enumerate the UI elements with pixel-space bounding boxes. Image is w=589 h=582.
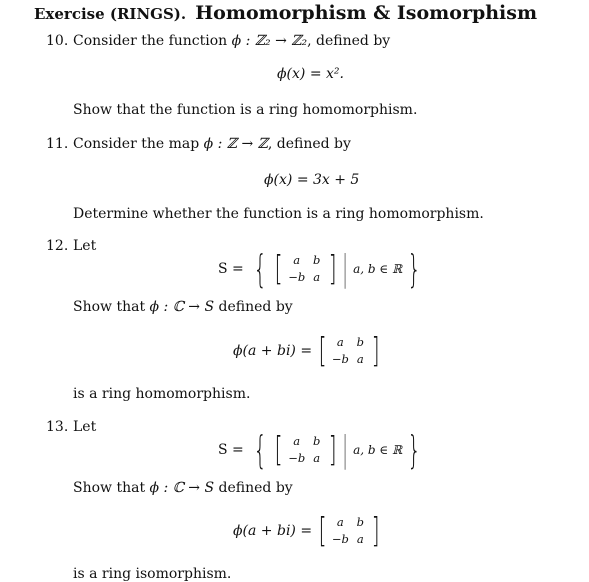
matrix-cell: −b — [288, 270, 306, 284]
matrix-cell: a — [356, 352, 364, 366]
matrix-cell: a — [356, 532, 364, 546]
set-separator: | — [342, 429, 348, 470]
ex11-text-post: , defined by — [267, 136, 351, 152]
matrix-cell: a — [313, 270, 321, 284]
ex13-conclusion: is a ring isomorphism. — [73, 566, 232, 582]
matrix-cell: −b — [331, 352, 349, 366]
ex11-text: Consider the map — [73, 136, 204, 152]
matrix-cell: −b — [288, 451, 306, 465]
left-bracket: [ — [318, 331, 327, 371]
ex12-show-text: Show that — [73, 299, 150, 315]
ex12-map-definition — [233, 331, 383, 371]
matrix — [329, 334, 369, 368]
ex10-line1 — [73, 33, 390, 49]
ex12-show-map: ϕ : ℂ → S — [149, 299, 215, 315]
ex13-set-definition — [218, 428, 426, 472]
title-main: Homomorphism & Isomorphism — [195, 2, 538, 24]
left-brace: { — [253, 428, 267, 472]
matrix-cell: a — [336, 515, 344, 529]
right-bracket: ] — [371, 331, 380, 371]
left-brace: { — [253, 247, 267, 291]
ex11-formula: ϕ(x) = 3x + 5 — [264, 172, 360, 188]
ex10-text: Consider the function — [73, 33, 232, 49]
matrix-cell: b — [313, 434, 321, 448]
matrix-cell: b — [356, 515, 365, 529]
right-brace: } — [407, 247, 421, 291]
ex11-number: 11. — [46, 136, 69, 152]
map-lhs: ϕ(a + bi) = — [233, 523, 313, 539]
ex13-let: Let — [73, 419, 97, 435]
ex10-instruction: Show that the function is a ring homomorphism. — [73, 102, 418, 118]
title-lead: Exercise (RINGS). — [34, 5, 187, 23]
ex11-line1 — [73, 136, 351, 152]
matrix — [286, 252, 326, 286]
matrix-cell: a — [313, 451, 321, 465]
matrix-cell: a — [293, 253, 301, 267]
right-bracket: ] — [328, 430, 337, 470]
ex11-map: ϕ : ℤ → ℤ — [203, 136, 268, 152]
page-title — [34, 2, 537, 24]
matrix-cell: −b — [331, 532, 349, 546]
map-lhs: ϕ(a + bi) = — [233, 343, 313, 359]
matrix — [329, 514, 369, 548]
ex11-instruction: Determine whether the function is a ring homomorphism. — [73, 206, 484, 222]
map-expression — [233, 331, 383, 371]
set-lhs: S = — [218, 261, 244, 277]
right-bracket: ] — [371, 511, 380, 551]
ex10-formula: ϕ(x) = x². — [277, 66, 344, 82]
ex12-conclusion: is a ring homomorphism. — [73, 386, 251, 402]
ex12-show-post: defined by — [214, 299, 293, 315]
ex12-let: Let — [73, 238, 97, 254]
ex13-number: 13. — [46, 419, 69, 435]
set-lhs: S = — [218, 442, 244, 458]
ex13-show — [73, 480, 293, 496]
set-condition: a, b ∈ ℝ — [353, 443, 403, 457]
right-brace: } — [407, 428, 421, 472]
set-separator: | — [342, 248, 348, 289]
ex10-number: 10. — [46, 33, 69, 49]
ex12-show — [73, 299, 293, 315]
set-expression — [248, 247, 426, 291]
right-bracket: ] — [328, 249, 337, 289]
ex10-map: ϕ : ℤ₂ → ℤ₂ — [231, 33, 308, 49]
matrix-cell: a — [293, 434, 301, 448]
ex12-number: 12. — [46, 238, 69, 254]
left-bracket: [ — [275, 249, 284, 289]
ex12-set-definition — [218, 247, 426, 291]
matrix-cell: b — [356, 335, 365, 349]
ex13-show-map: ϕ : ℂ → S — [149, 480, 215, 496]
ex13-map-definition — [233, 511, 383, 551]
ex13-show-post: defined by — [214, 480, 293, 496]
left-bracket: [ — [275, 430, 284, 470]
ex10-text-post: , defined by — [307, 33, 391, 49]
matrix — [286, 433, 326, 467]
map-expression — [233, 511, 383, 551]
left-bracket: [ — [318, 511, 327, 551]
matrix-cell: b — [313, 253, 321, 267]
set-expression — [248, 428, 426, 472]
ex13-show-text: Show that — [73, 480, 150, 496]
matrix-cell: a — [336, 335, 344, 349]
set-condition: a, b ∈ ℝ — [353, 262, 403, 276]
